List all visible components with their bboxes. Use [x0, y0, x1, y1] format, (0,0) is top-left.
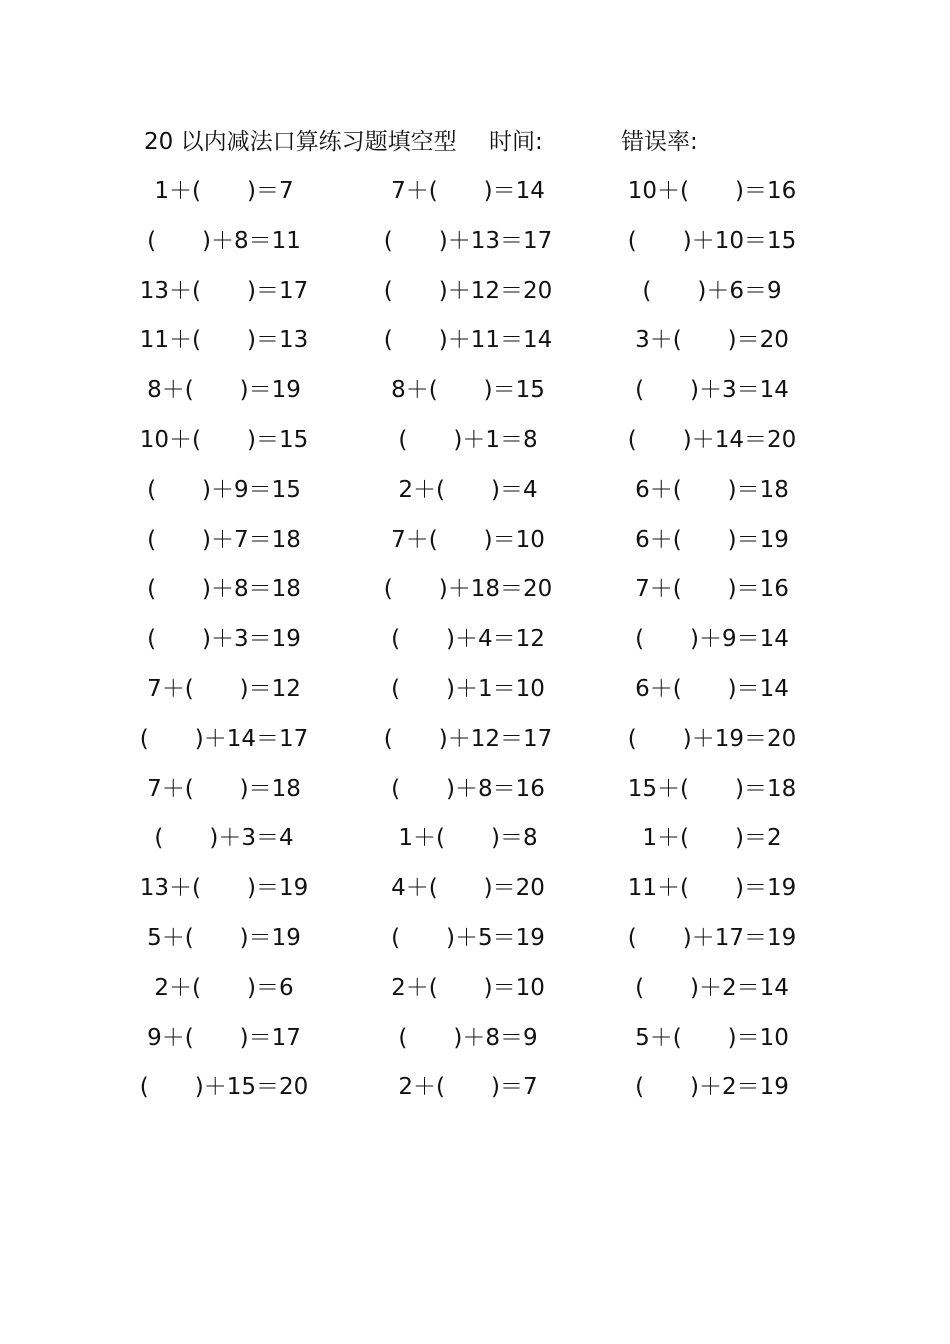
problem-item: ( )＋1＝10 [391, 675, 545, 702]
problem-row [0, 472, 950, 522]
worksheet-title: 20 以内减法口算练习题填空型 [144, 129, 457, 155]
problem-row [0, 870, 950, 920]
problem-row [0, 571, 950, 621]
problem-row [0, 970, 950, 1020]
problem-row [0, 173, 950, 223]
problem-item: ( )＋14＝20 [627, 426, 797, 453]
problem-item: ( )＋8＝18 [147, 576, 301, 603]
problem-item: ( )＋14＝17 [139, 725, 309, 752]
problem-item: ( )＋8＝11 [147, 227, 301, 254]
problem-item: 6＋( )＝14 [635, 675, 789, 702]
problem-item: 9＋( )＝17 [147, 1024, 301, 1051]
problem-item: 13＋( )＝19 [139, 875, 309, 902]
problem-item: ( )＋3＝19 [147, 626, 301, 653]
problem-item: ( )＋11＝14 [383, 327, 553, 354]
problem-item: ( )＋8＝9 [398, 1024, 538, 1051]
error-rate-label: 错误率: [621, 129, 698, 155]
problem-item: 10＋( )＝15 [139, 426, 309, 453]
problem-item: 13＋( )＝17 [139, 277, 309, 304]
problem-grid [0, 173, 950, 1119]
problem-row [0, 422, 950, 472]
problem-row [0, 671, 950, 721]
problem-item: 2＋( )＝4 [398, 476, 538, 503]
problem-item: ( )＋8＝16 [391, 775, 545, 802]
problem-item: ( )＋12＝20 [383, 277, 553, 304]
problem-row [0, 621, 950, 671]
problem-item: ( )＋12＝17 [383, 725, 553, 752]
problem-item: 11＋( )＝19 [627, 875, 797, 902]
problem-item: 6＋( )＝19 [635, 526, 789, 553]
problem-row [0, 920, 950, 970]
problem-row [0, 223, 950, 273]
problem-item: 7＋( )＝16 [635, 576, 789, 603]
problem-item: ( )＋2＝14 [635, 974, 789, 1001]
worksheet-header [144, 124, 824, 160]
problem-item: ( )＋13＝17 [383, 227, 553, 254]
problem-item: ( )＋6＝9 [642, 277, 782, 304]
problem-item: 11＋( )＝13 [139, 327, 309, 354]
time-label: 时间: [489, 129, 543, 155]
problem-item: ( )＋19＝20 [627, 725, 797, 752]
problem-item: 7＋( )＝10 [391, 526, 545, 553]
problem-row [0, 322, 950, 372]
problem-row [0, 372, 950, 422]
problem-item: 2＋( )＝7 [398, 1074, 538, 1101]
problem-item: ( )＋9＝14 [635, 626, 789, 653]
problem-item: ( )＋9＝15 [147, 476, 301, 503]
problem-item: 4＋( )＝20 [391, 875, 545, 902]
problem-row [0, 1069, 950, 1119]
problem-item: 7＋( )＝12 [147, 675, 301, 702]
problem-row [0, 820, 950, 870]
problem-row [0, 273, 950, 323]
problem-item: 7＋( )＝14 [391, 178, 545, 204]
problem-item: ( )＋15＝20 [139, 1074, 309, 1101]
problem-item: ( )＋3＝14 [635, 377, 789, 404]
problem-item: 10＋( )＝16 [627, 178, 797, 204]
problem-row [0, 771, 950, 821]
problem-item: 5＋( )＝19 [147, 924, 301, 951]
problem-item: ( )＋10＝15 [627, 227, 797, 254]
problem-item: 6＋( )＝18 [635, 476, 789, 503]
problem-item: 8＋( )＝19 [147, 377, 301, 404]
problem-item: 1＋( )＝7 [154, 178, 294, 204]
problem-item: 2＋( )＝6 [154, 974, 294, 1001]
problem-item: 15＋( )＝18 [627, 775, 797, 802]
problem-item: ( )＋7＝18 [147, 526, 301, 553]
problem-row [0, 522, 950, 572]
problem-item: 3＋( )＝20 [635, 327, 789, 354]
problem-row [0, 1020, 950, 1070]
problem-item: 5＋( )＝10 [635, 1024, 789, 1051]
problem-row [0, 721, 950, 771]
problem-item: ( )＋3＝4 [154, 825, 294, 852]
problem-item: 8＋( )＝15 [391, 377, 545, 404]
problem-item: ( )＋5＝19 [391, 924, 545, 951]
problem-item: 7＋( )＝18 [147, 775, 301, 802]
problem-item: 2＋( )＝10 [391, 974, 545, 1001]
problem-item: ( )＋2＝19 [635, 1074, 789, 1101]
problem-item: ( )＋17＝19 [627, 924, 797, 951]
problem-item: 1＋( )＝2 [642, 825, 782, 852]
problem-item: ( )＋1＝8 [398, 426, 538, 453]
problem-item: 1＋( )＝8 [398, 825, 538, 852]
problem-item: ( )＋18＝20 [383, 576, 553, 603]
problem-item: ( )＋4＝12 [391, 626, 545, 653]
